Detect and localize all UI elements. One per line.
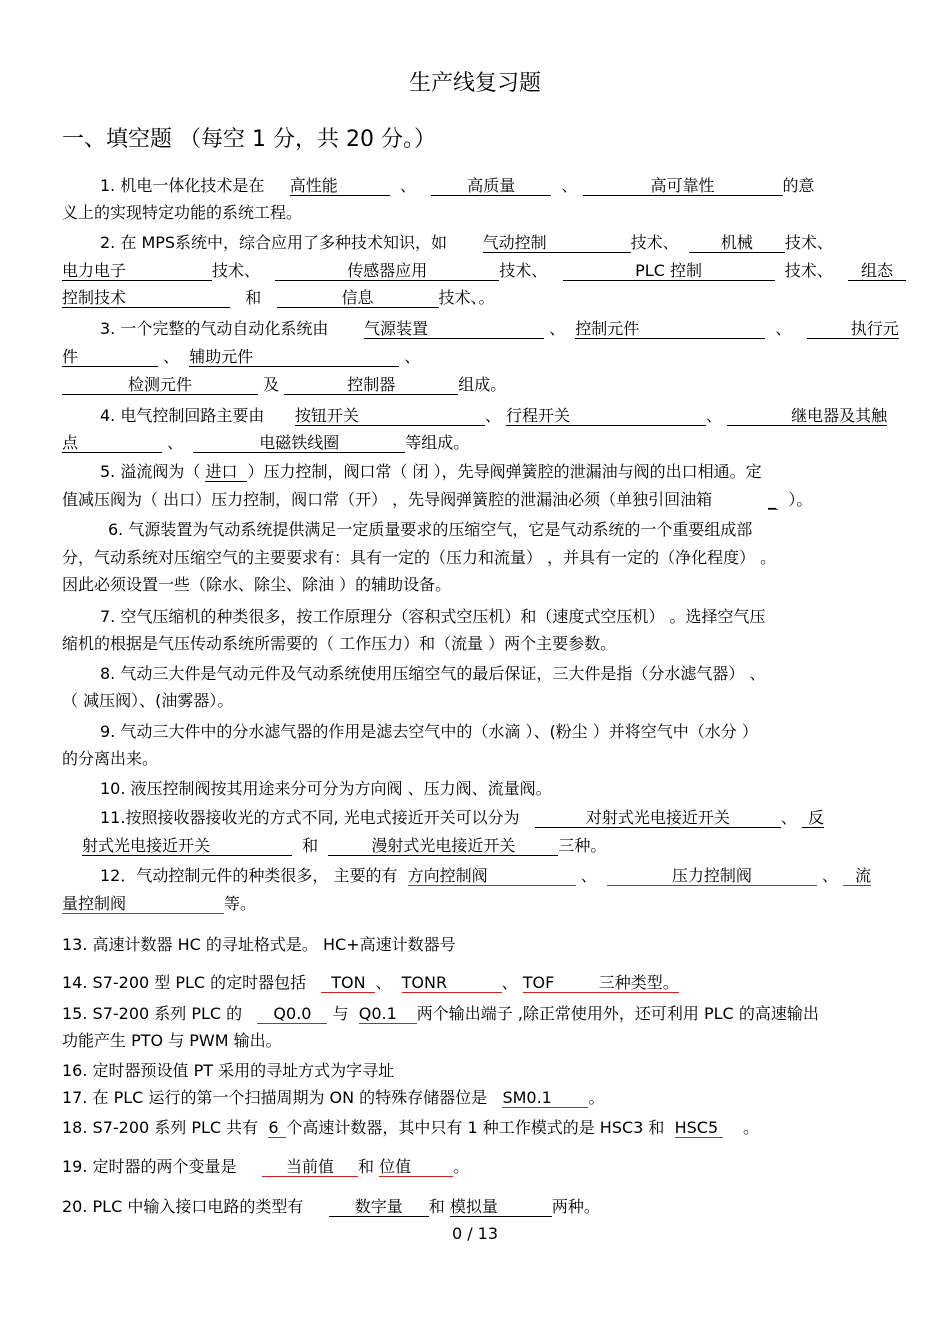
blank: TONR <box>402 973 502 993</box>
question-15: 15. S7-200 系列 PLC 的 Q0.0 与 Q0.1 两个输出端子 ,除正常使用外，还可利用 PLC 的高速输出 <box>62 1004 819 1023</box>
question-3-line2: 件 、 辅助元件 、 <box>62 347 421 366</box>
blank: 控制技术 <box>62 288 230 308</box>
blank: Q0.1 <box>359 1004 417 1024</box>
blank: 高可靠性 <box>583 176 783 196</box>
blank: 高性能 <box>290 176 390 196</box>
question-5: 5. 溢流阀为（ 进口 ）压力控制，阀口常（ 闭 ），先导阀弹簧腔的泄漏油与阀的出口相通。定 <box>100 462 762 481</box>
question-4: 4. 电气控制回路主要由 按钮开关 、 行程开关 、 继电器及其触 <box>100 406 888 425</box>
question-12: 12．气动控制元件的种类很多， 主要的有 方向控制阀 、 压力控制阀 、 流 <box>100 866 872 885</box>
blank: 模拟量 <box>450 1197 552 1217</box>
blank: 点 <box>62 433 162 453</box>
blank: TON <box>321 973 375 993</box>
blank-tail: 三种类型。 <box>598 973 679 992</box>
blank: TOF <box>523 973 599 993</box>
blank: 压力控制阀 <box>607 866 817 886</box>
section-heading: 一、填空题 （每空 1 分，共 20 分。） <box>62 127 436 152</box>
blank: 位值 <box>379 1157 453 1177</box>
question-1-cont: 义上的实现特定功能的系统工程。 <box>62 203 303 222</box>
blank: 行程开关 <box>506 406 706 426</box>
blank: 电力电子 <box>62 261 212 281</box>
question-8: 8. 气动三大件是气动元件及气动系统使用压缩空气的最后保证，三大件是指（分水滤气器） 、 <box>100 664 766 683</box>
question-16: 16. 定时器预设值 PT 采用的寻址方式为字寻址 <box>62 1061 395 1080</box>
blank: 控制元件 <box>575 319 765 339</box>
question-20: 20. PLC 中输入接口电路的类型有 数字量 和 模拟量 两种。 <box>62 1197 600 1216</box>
blank: 方向控制阀 <box>408 866 576 886</box>
blank: 继电器及其触 <box>727 406 887 426</box>
question-9-line2: 的分离出来。 <box>62 749 159 768</box>
question-4-line2: 点 、 电磁铁线圈 等组成。 <box>62 433 470 452</box>
question-11: 11.按照接收器接收光的方式不同, 光电式接近开关可以分为 对射式光电接近开关 、 反 <box>100 808 824 827</box>
blank: _ <box>768 490 777 509</box>
blank: 数字量 <box>329 1197 429 1217</box>
blank: 6 <box>268 1118 286 1138</box>
blank: 检测元件 <box>62 375 258 395</box>
question-3: 3. 一个完整的气动自动化系统由 气源装置 、 控制元件 、 执行元 <box>100 319 899 338</box>
blank: PLC 控制 <box>563 261 775 281</box>
question-2-line3: 控制技术 和 信息 技术、。 <box>62 288 495 307</box>
question-7: 7. 空气压缩机的种类很多，按工作原理分（容积式空压机）和（速度式空压机） 。选择空气压 <box>100 607 766 626</box>
question-2-line2: 电力电子 技术、 传感器应用 技术、 PLC 控制 技术、 组态 <box>62 261 906 281</box>
blank: 反 <box>802 808 824 828</box>
blank: 机械 <box>689 233 785 253</box>
question-9: 9. 气动三大件中的分水滤气器的作用是滤去空气中的（水滴 ）、(粉尘 ）并将空气中（水分 ） <box>100 722 758 741</box>
page-number: 0 / 13 <box>451 1224 499 1243</box>
question-18: 18. S7-200 系列 PLC 共有 6 个高速计数器，其中只有 1 种工作模式的是 HSC3 和 HSC5 。 <box>62 1118 759 1137</box>
blank: 件 <box>62 347 158 367</box>
blank: 射式光电接近开关 <box>82 836 292 856</box>
blank: 按钮开关 <box>295 406 485 426</box>
question-13: 13. 高速计数器 HC 的寻址格式是。 HC+高速计数器号 <box>62 935 456 954</box>
question-3-line3: 检测元件 及 控制器 组成。 <box>62 375 506 395</box>
blank: Q0.0 <box>257 1004 327 1024</box>
blank: 高质量 <box>431 176 551 196</box>
question-6: 6. 气源装置为气动系统提供满足一定质量要求的压缩空气，它是气动系统的一个重要组成部 <box>108 520 753 539</box>
question-17: 17. 在 PLC 运行的第一个扫描周期为 ON 的特殊存储器位是 SM0.1 。 <box>62 1088 605 1107</box>
page-title: 生产线复习题 <box>408 71 541 96</box>
blank: 执行元 <box>807 319 899 339</box>
blank: 控制器 <box>284 375 458 395</box>
blank: 组态 <box>848 261 906 281</box>
question-1: 1. 机电一体化技术是在 高性能 、 高质量 、 高可靠性 的意 <box>100 176 815 195</box>
blank: 气源装置 <box>364 319 544 339</box>
question-5-line2: 值减压阀为（ 出口）压力控制，阀口常（开） ，先导阀弹簧腔的泄漏油必须（单独引回油箱 _ ）。 <box>62 490 813 509</box>
question-2: 2. 在 MPS系统中，综合应用了多种技术知识，如 气动控制 技术、 机械 技术、 <box>100 233 833 252</box>
blank: 对射式光电接近开关 <box>535 808 781 828</box>
question-6-line2: 分，气动系统对压缩空气的主要要求有：具有一定的（压力和流量） ，并具有一定的（净化程度） 。 <box>62 548 777 567</box>
question-10: 10. 液压控制阀按其用途来分可分为方向阀 、压力阀、流量阀。 <box>100 779 552 798</box>
blank: 电磁铁线圈 <box>193 433 405 453</box>
question-7-line2: 缩机的根据是气压传动系统所需要的（ 工作压力）和（流量 ）两个主要参数。 <box>62 634 617 653</box>
blank: HSC5 <box>675 1118 723 1138</box>
question-19: 19. 定时器的两个变量是 当前值 和 位值 。 <box>62 1157 470 1176</box>
blank: 当前值 <box>262 1157 358 1177</box>
blank: 量控制阀 <box>62 894 224 914</box>
blank: 气动控制 <box>483 233 631 253</box>
question-14: 14. S7-200 型 PLC 的定时器包括 TON 、 TONR 、 TOF 三种类型。 <box>62 973 679 992</box>
question-15-line2: 功能产生 PTO 与 PWM 输出。 <box>62 1031 282 1050</box>
blank: SM0.1 <box>502 1088 588 1108</box>
question-8-line2: （ 减压阀）、(油雾器）。 <box>62 691 234 710</box>
blank: 传感器应用 <box>275 261 499 281</box>
blank: 漫射式光电接近开关 <box>328 836 558 856</box>
blank: 信息 <box>277 288 439 308</box>
question-11-line2: 射式光电接近开关 和 漫射式光电接近开关 三种。 <box>82 836 607 855</box>
blank: 辅助元件 <box>189 347 399 367</box>
question-6-line3: 因此必须设置一些（除水、除尘、除油 ）的辅助设备。 <box>62 575 452 594</box>
blank: 进口 <box>205 462 247 482</box>
blank: 流 <box>843 866 871 886</box>
question-12-line2: 量控制阀 等。 <box>62 894 257 913</box>
